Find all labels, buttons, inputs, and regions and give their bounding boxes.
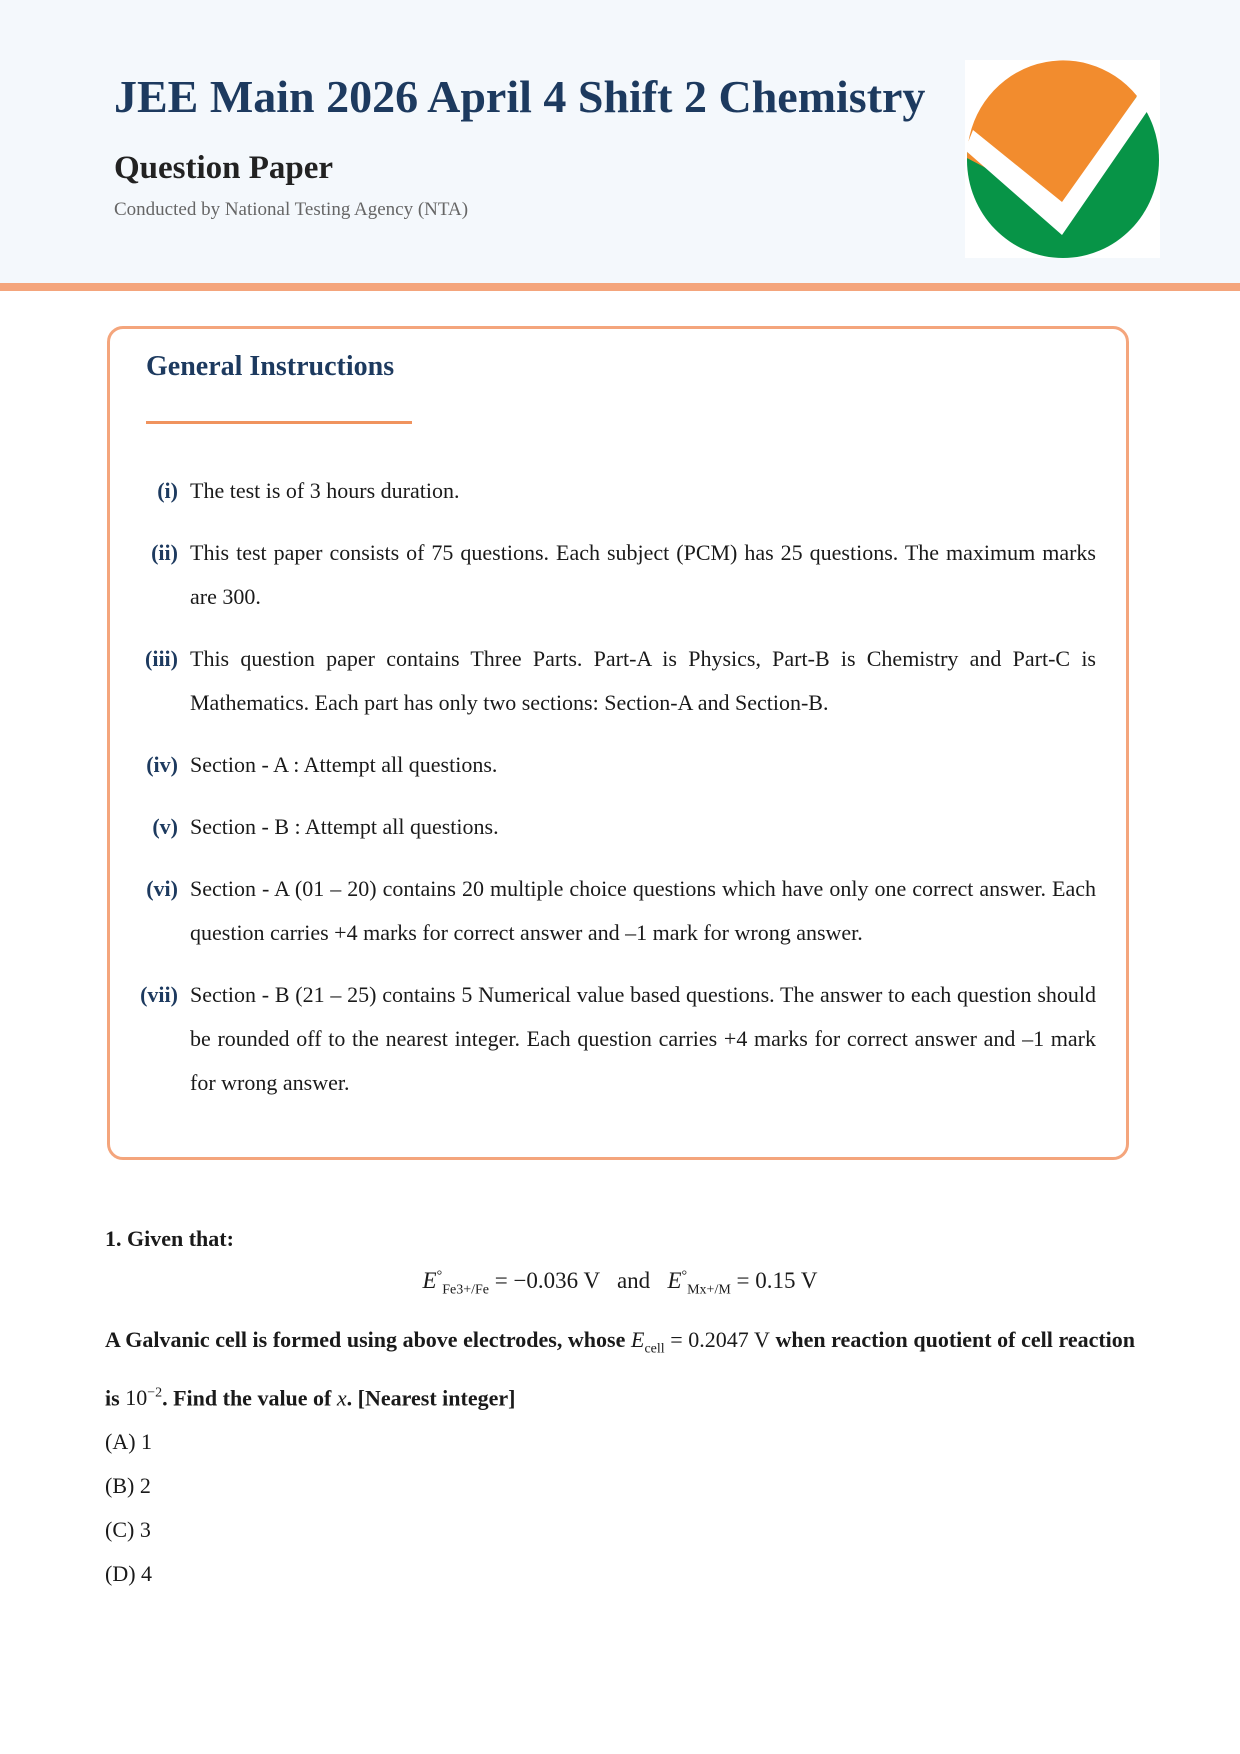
ecell-value: = 0.2047 V [670, 1326, 770, 1352]
instruction-item [110, 743, 1120, 787]
instruction-item [110, 973, 1120, 1105]
instruction-text: Section - A (01 – 20) contains 20 multiple choice questions which have only one correct answer. Each question carries +4 marks for correct answer and –1 mark for wrong answer. [190, 876, 1096, 945]
instruction-number: (vii) [140, 982, 178, 1007]
body-text: . Find the value of [162, 1385, 332, 1411]
eq1-value: = −0.036 V [494, 1268, 600, 1293]
instruction-item [110, 867, 1120, 955]
quotient-exponent: −2 [147, 1385, 163, 1401]
instructions-underline [146, 421, 412, 424]
body-text: . [Nearest integer] [346, 1385, 516, 1411]
instruction-number: (iii) [145, 646, 178, 671]
instruction-item [110, 531, 1120, 619]
quotient-base: 10 [125, 1385, 148, 1411]
question-1 [105, 1226, 1135, 1596]
page-title: JEE Main 2026 April 4 Shift 2 Chemistry [114, 71, 926, 122]
conducted-by: Conducted by National Testing Agency (NTA) [114, 199, 469, 220]
variable-x: x [336, 1385, 347, 1411]
option-a: (A) 1 [105, 1429, 153, 1455]
instruction-text: Section - A : Attempt all questions. [190, 752, 498, 777]
instruction-number: (iv) [146, 752, 178, 777]
body-text: A Galvanic cell is formed using above electrodes, whose [105, 1326, 626, 1352]
instruction-text: Section - B (21 – 25) contains 5 Numerical value based questions. The answer to each question should be rounded off to the nearest integer. Each question carries +4 marks for correct answer and –1 mark for wrong answer. [190, 982, 1096, 1095]
eq1-subscript: Fe3+/Fe [442, 1282, 489, 1298]
header [0, 0, 1240, 283]
option-c: (C) 3 [105, 1517, 151, 1543]
question-body: A Galvanic cell is formed using above electrodes, whose $E_{cell} = 0.2047$ V when reaction quotient of cell reaction is $10^{-2}$. Find the value of x. [Nearest integer] [105, 1326, 1136, 1411]
option-d: (D) 4 [105, 1561, 153, 1587]
eq2-subscript: Mx+/M [687, 1282, 731, 1298]
checkmark-logo-icon [955, 30, 1185, 260]
eq-and: and [616, 1268, 651, 1293]
instruction-number: (vi) [146, 876, 178, 901]
eq2-value: = 0.15 V [736, 1268, 818, 1293]
quotient [125, 1385, 162, 1410]
instruction-number: (ii) [151, 540, 178, 565]
option-b: (B) 2 [105, 1473, 151, 1499]
instruction-item [110, 805, 1120, 849]
instruction-item [110, 469, 1120, 513]
header-divider [0, 283, 1240, 291]
given-equation: $E^\circ_{Fe3+/Fe} = -0.036$ V and $E^\circ_{Mx+/M} = 0.15$ V [422, 1268, 818, 1298]
instruction-number: (i) [157, 478, 178, 503]
instructions-title: General Instructions [146, 351, 395, 382]
page-subtitle: Question Paper [114, 150, 334, 186]
instruction-text: Section - B : Attempt all questions. [190, 814, 499, 839]
instructions-box [107, 326, 1129, 1160]
instruction-number: (v) [152, 814, 178, 839]
body-text: when reaction quotient of cell reaction is [105, 1326, 1136, 1411]
instruction-item [110, 637, 1120, 725]
instruction-text: The test is of 3 hours duration. [190, 478, 460, 503]
instructions-list [110, 469, 1120, 1123]
instruction-text: This question paper contains Three Parts. Part-A is Physics, Part-B is Chemistry and Part-C is Mathematics. Each part has only two sections: Section-A and Section-B. [190, 646, 1096, 715]
instruction-text: This test paper consists of 75 questions. Each subject (PCM) has 25 questions. The maximum marks are 300. [190, 540, 1096, 609]
question-heading: 1. Given that: [105, 1226, 234, 1251]
